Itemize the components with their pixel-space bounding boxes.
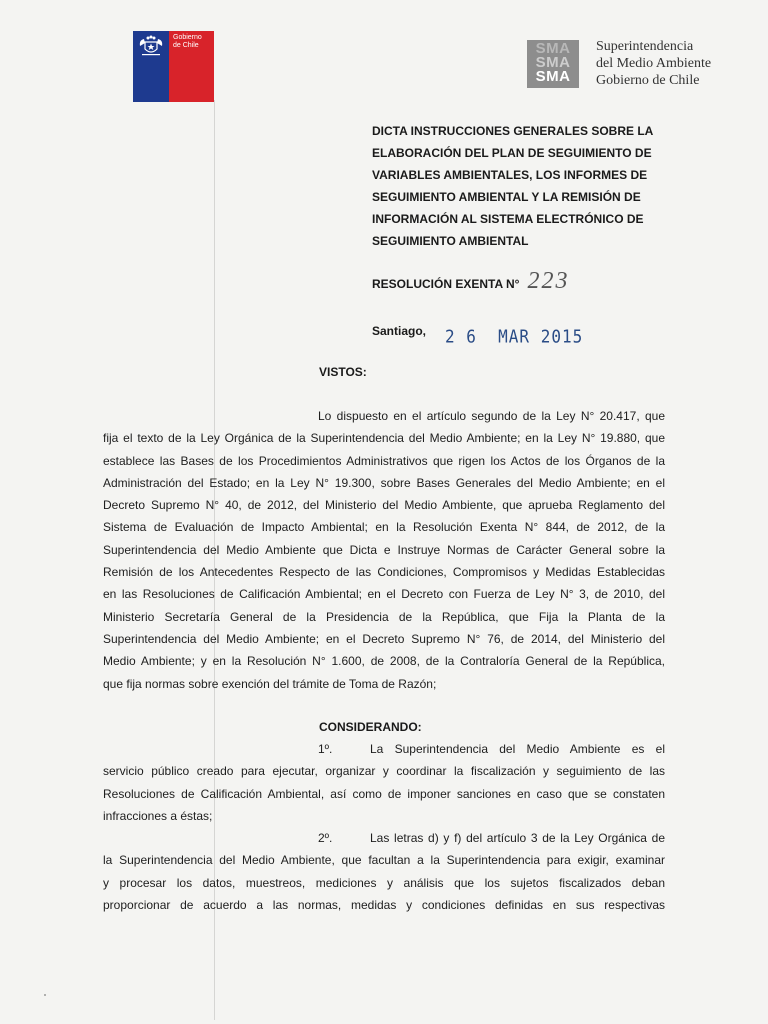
vistos-line: establece las Bases de los Procedimientos Administrativos que rigen los Actos de los Órganos de la	[103, 453, 665, 468]
sma-logo-text-3: SMA	[535, 68, 571, 85]
scan-speck	[44, 994, 46, 996]
considerando-number: 1º.	[318, 742, 333, 756]
vistos-line: Superintendencia del Medio Ambiente que Dicta e Instruye Normas de Carácter General sobre la	[103, 542, 665, 557]
title-line: INFORMACIÓN AL SISTEMA ELECTRÓNICO DE	[372, 212, 644, 226]
gobierno-logo-line1: Gobierno	[173, 34, 202, 41]
considerando-line: infracciones a éstas;	[103, 808, 213, 823]
considerando-line: Resoluciones de Calificación Ambiental, así como de imponer sanciones en caso que se constaten	[103, 786, 665, 801]
considerando-first-line	[103, 738, 665, 760]
considerando-first-line	[103, 827, 665, 849]
sma-name-line-2: del Medio Ambiente	[596, 56, 712, 71]
gobierno-logo-text	[173, 34, 202, 50]
considerando-first-text: Las letras d) y f) del artículo 3 de la Ley Orgánica de	[370, 831, 665, 845]
vistos-line: en las Resoluciones de Calificación Ambiental; en el Decreto con Fuerza de Ley N° 3, de 2010, del	[103, 587, 665, 602]
vistos-line: Sistema de Evaluación de Impacto Ambiental; en la Resolución Exenta N° 844, de 2012, de la	[103, 520, 665, 535]
considerando-item-1	[103, 738, 665, 827]
resolution-number-line	[372, 266, 569, 299]
sma-logo-text-2: SMA	[535, 54, 571, 71]
considerando-first-text: La Superintendencia del Medio Ambiente es el	[370, 742, 665, 756]
vistos-line: Decreto Supremo N° 40, de 2012, del Ministerio del Medio Ambiente, que aprueba Reglamento del	[103, 498, 665, 513]
vistos-line: Medio Ambiente; y en la Resolución N° 1.600, de 2008, de la Contraloría General de la República,	[103, 654, 665, 669]
considerando-line: proporcionar de acuerdo a las normas, medidas y condiciones definidas en sus respectivas	[103, 897, 665, 912]
considerando-item-2	[103, 827, 665, 916]
vistos-heading: VISTOS:	[319, 365, 367, 379]
resolution-label: RESOLUCIÓN EXENTA N°	[372, 277, 520, 291]
title-line: ELABORACIÓN DEL PLAN DE SEGUIMIENTO DE	[372, 146, 652, 160]
title-line: VARIABLES AMBIENTALES, LOS INFORMES DE	[372, 168, 648, 182]
considerando-line: servicio público creado para ejecutar, organizar y coordinar la fiscalización y seguimiento de las	[103, 764, 665, 779]
sma-logo	[527, 40, 579, 88]
sma-institution-name	[596, 38, 711, 89]
sma-logo-text-1: SMA	[535, 40, 571, 57]
document-title	[372, 120, 666, 252]
place-label: Santiago,	[372, 324, 427, 338]
vistos-line: que fija normas sobre exención del trámite de Toma de Razón;	[103, 676, 437, 691]
chile-coat-of-arms-icon	[137, 34, 165, 58]
gobierno-de-chile-logo	[133, 31, 214, 102]
considerando-heading: CONSIDERANDO:	[319, 720, 422, 734]
sma-name-line-3: Gobierno de Chile	[596, 73, 700, 88]
title-line: SEGUIMIENTO AMBIENTAL Y LA REMISIÓN DE	[372, 190, 641, 204]
vistos-line: Administración del Estado; en la Ley N° 19.300, sobre Bases Generales del Medio Ambiente; en el	[103, 475, 665, 490]
considerando-line: y procesar los datos, muestreos, mediciones y análisis que los sujetos fiscalizados deban	[103, 875, 665, 890]
vistos-line: Superintendencia del Medio Ambiente; en el Decreto Supremo N° 76, de 2014, del Ministerio del	[103, 631, 665, 646]
vistos-paragraph	[103, 405, 665, 695]
title-line: DICTA INSTRUCCIONES GENERALES SOBRE LA	[372, 124, 654, 138]
gobierno-logo-line2: de Chile	[173, 42, 199, 49]
sma-name-line-1: Superintendencia	[596, 39, 694, 54]
vistos-line: Ministerio Secretaría General de la Presidencia de la República, que Fija la Planta de la	[103, 609, 665, 624]
vistos-line: Remisión de los Antecedentes Respecto de las Condiciones, Compromisos y Medidas Establecidas	[103, 565, 665, 580]
considerando-line: la Superintendencia del Medio Ambiente, que facultan a la Superintendencia para exigir, examinar	[103, 853, 665, 868]
resolution-number: 223	[527, 268, 570, 294]
date-stamp: 2 6 MAR 2015	[445, 326, 584, 347]
title-line: SEGUIMIENTO AMBIENTAL	[372, 234, 529, 248]
considerando-number: 2º.	[318, 831, 333, 845]
vistos-line: Lo dispuesto en el artículo segundo de la Ley N° 20.417, que	[318, 409, 665, 423]
vistos-line: fija el texto de la Ley Orgánica de la Superintendencia del Medio Ambiente; en la Ley N° 19.880, que	[103, 431, 665, 446]
